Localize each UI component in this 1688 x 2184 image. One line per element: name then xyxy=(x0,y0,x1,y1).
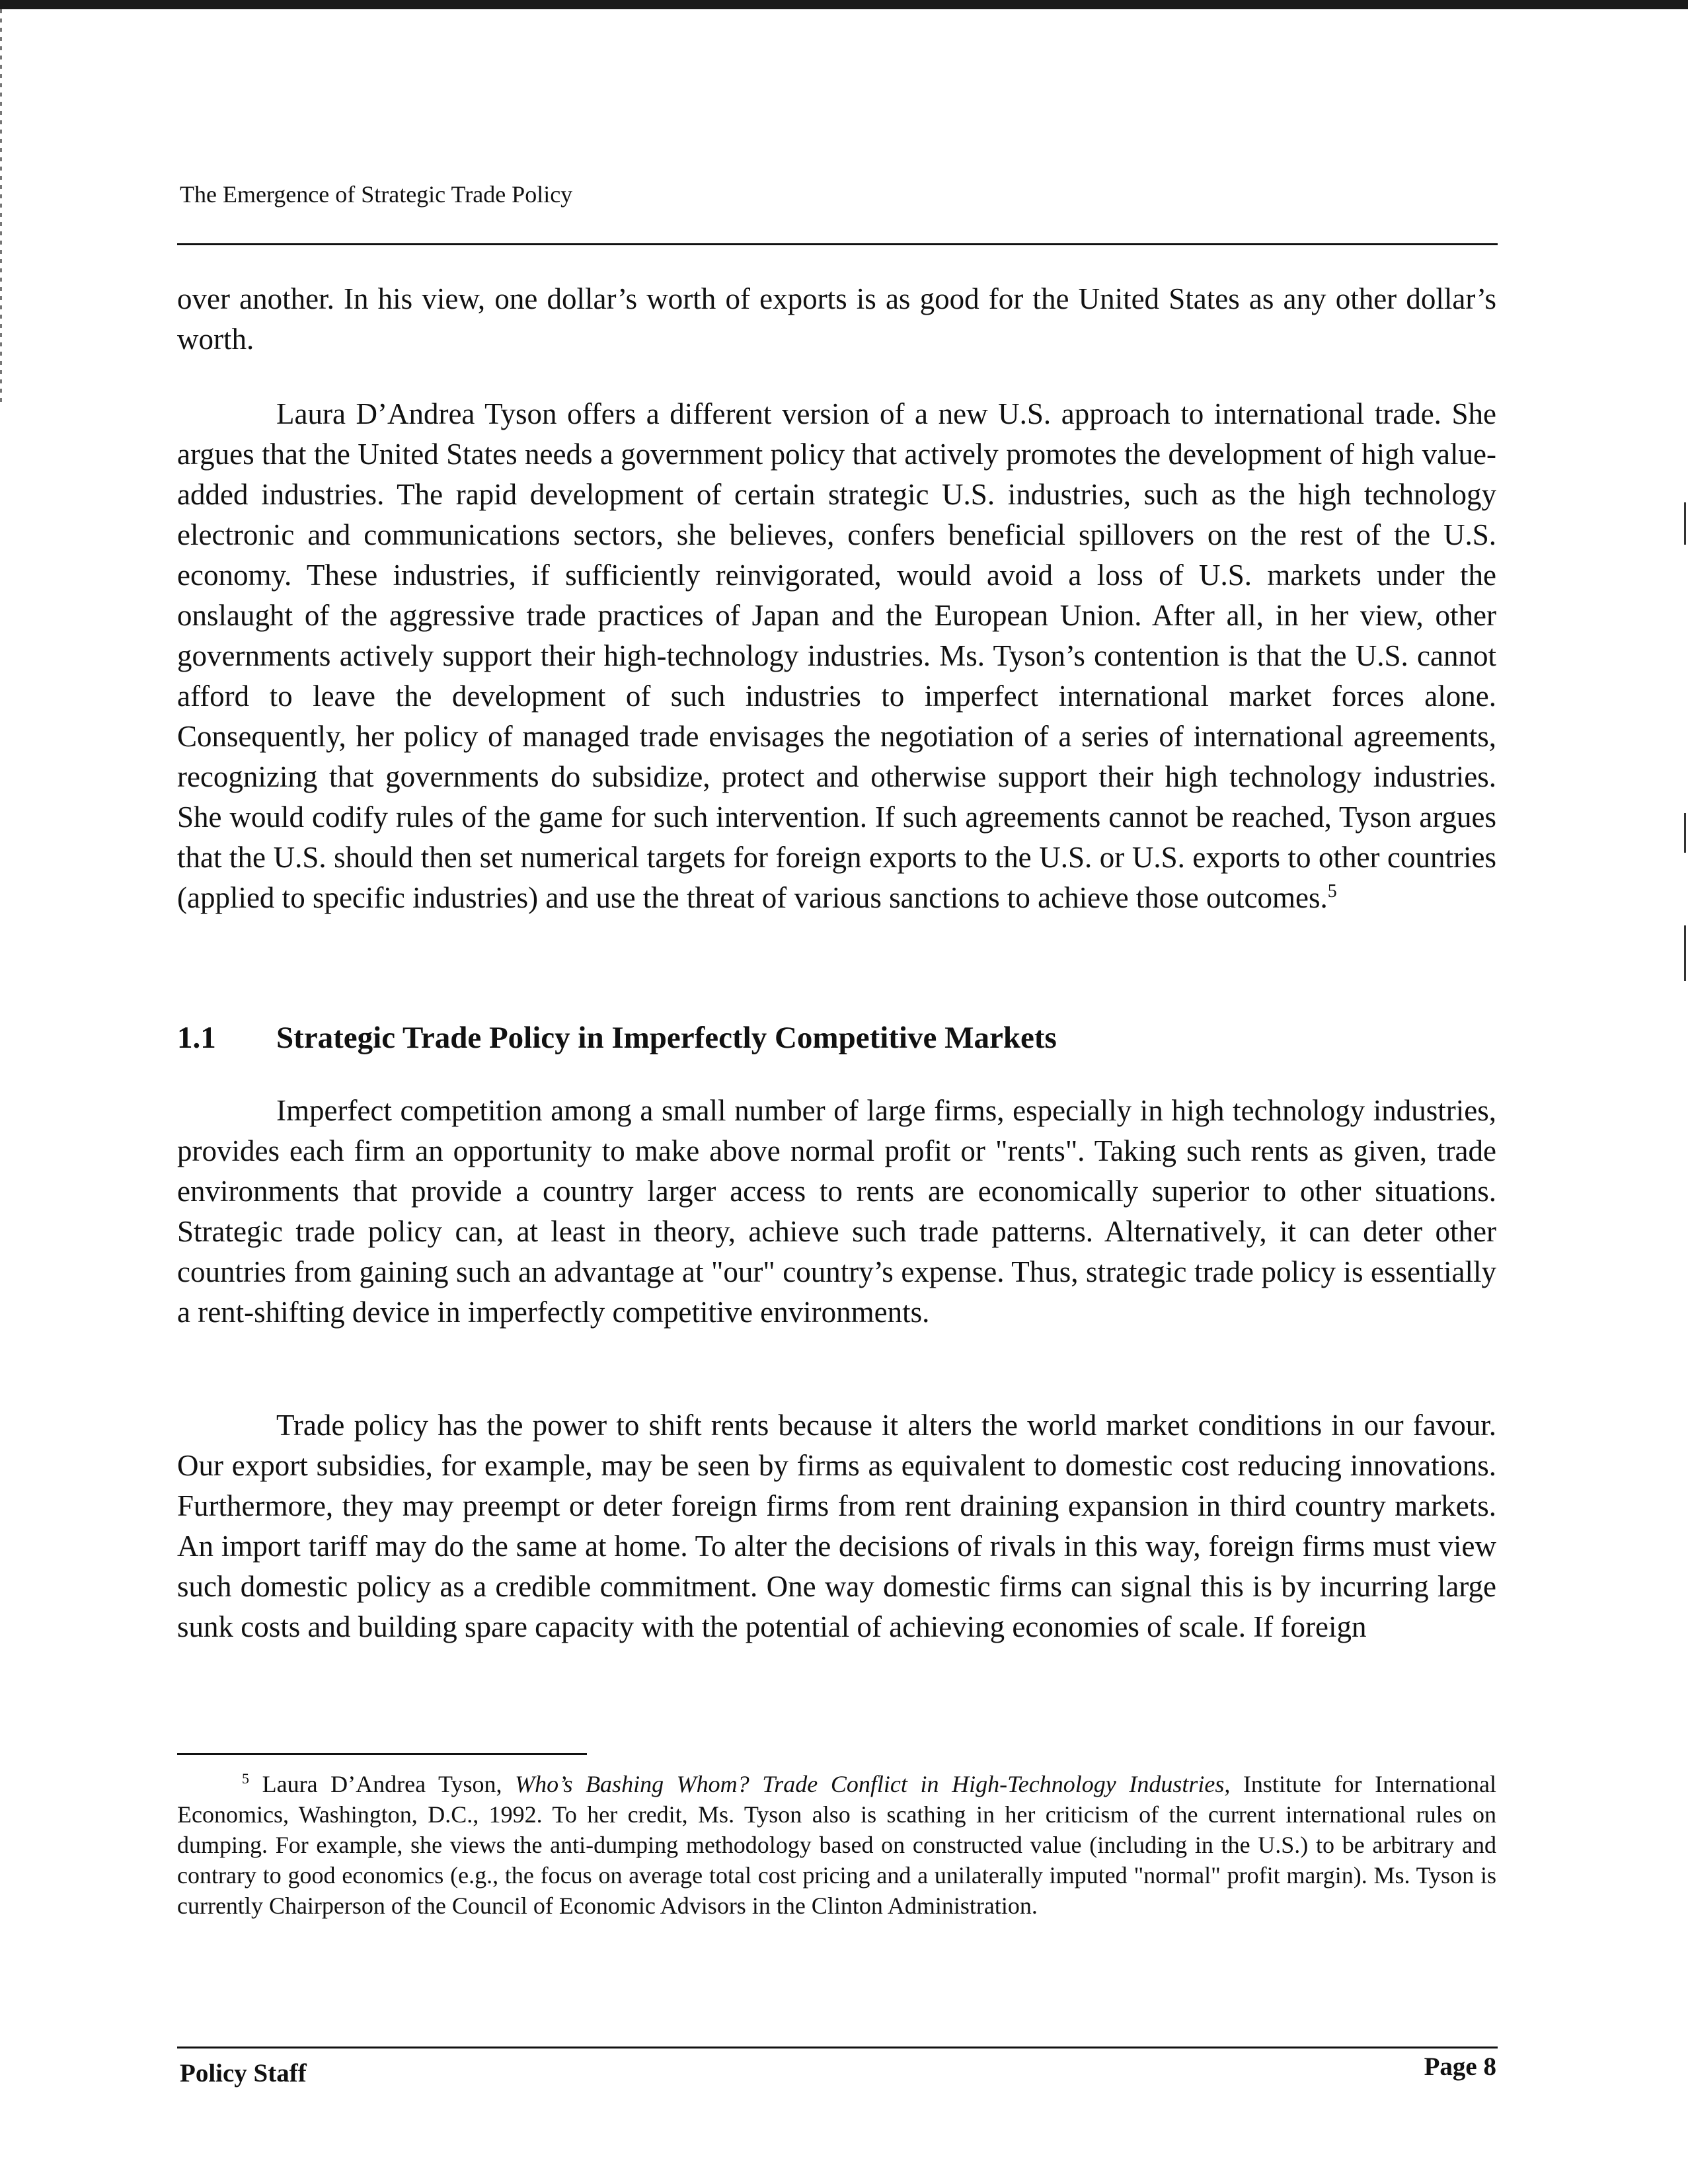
body-paragraph: Imperfect competition among a small number of large firms, especially in high technology industries, provides each firm an opportunity to make above normal profit or "rents". Taking such rents as given, trade environments that provide a country larger access to rents are economically superior to other situations. Strategic trade policy can, at least in theory, achieve such trade patterns. Alternatively, it can deter other countries from gaining such an advantage at "our" country’s expense. Thus, strategic trade policy is essentially a rent-shifting device in imperfectly competitive environments. xyxy=(177,1094,1496,1329)
footnote-author: Laura D’Andrea Tyson, xyxy=(262,1771,502,1797)
footnote-book-title: Who’s Bashing Whom? Trade Conflict in High-Technology Industries, xyxy=(515,1771,1231,1797)
header-rule xyxy=(177,243,1498,245)
scan-edge-mark xyxy=(1684,502,1686,545)
footnote-body: Institute for International Economics, Washington, D.C., 1992. To her credit, Ms. Tyson also is scathing in her criticism of the current international rules on dumping. For example, she views the anti-dumping methodology based on constructed value (including in the U.S.) to be arbitrary and contrary to good economics (e.g., the focus on average total cost pricing and a unilaterally imputed "normal" profit margin). Ms. Tyson is currently Chairperson of the Council of Economic Advisors in the Clinton Administration. xyxy=(177,1771,1497,1919)
body-paragraph xyxy=(177,394,1496,918)
section-title: Strategic Trade Policy in Imperfectly Competitive Markets xyxy=(276,1021,1057,1055)
section-heading xyxy=(177,1018,1057,1058)
body-paragraph: over another. In his view, one dollar’s worth of exports is as good for the United States as any other dollar’s worth. xyxy=(177,282,1496,356)
footer-department: Policy Staff xyxy=(180,2059,307,2087)
section-number: 1.1 xyxy=(177,1021,216,1055)
footnote-rule xyxy=(177,1753,587,1755)
body-paragraph: Trade policy has the power to shift rents because it alters the world market conditions in our favour. Our export subsidies, for example, may be seen by firms as equivalent to domestic cost reducing innovations. Furthermore, they may preempt or deter foreign firms from rent draining expansion in third country markets. An import tariff may do the same at home. To alter the decisions of rivals in this way, foreign firms must view such domestic policy as a credible commitment. One way domestic firms can signal this is by incurring large sunk costs and building spare capacity with the potential of achieving economies of scale. If foreign xyxy=(177,1409,1496,1643)
running-header: The Emergence of Strategic Trade Policy xyxy=(180,181,573,208)
footnote-reference[interactable]: 5 xyxy=(1327,881,1337,902)
paragraph-text: Laura D’Andrea Tyson offers a different version of a new U.S. approach to international trade. She argues that the United States needs a government policy that actively promotes the development of high value-added industries. The rapid development of certain strategic U.S. industries, such as the high technology electronic and communications sectors, she believes, confers beneficial spillovers on the rest of the U.S. economy. These industries, if sufficiently reinvigorated, would avoid a loss of U.S. markets under the onslaught of the aggressive trade practices of Japan and the European Union. After all, in her view, other governments actively support their high-technology industries. Ms. Tyson’s contention is that the U.S. cannot afford to leave the development of such industries to imperfect international market forces alone. Consequently, her policy of managed trade envisages the negotiation of a series of international agreements, recognizing that governments do subsidize, protect and otherwise support their high technology industries. She would codify rules of the game for such intervention. If such agreements cannot be reached, Tyson argues that the U.S. should then set numerical targets for foreign exports to the U.S. or U.S. exports to other countries (applied to specific industries) and use the threat of various sanctions to achieve those outcomes. xyxy=(177,397,1496,914)
footnote-marker: 5 xyxy=(242,1770,249,1787)
page-number: Page 8 xyxy=(1424,2052,1496,2081)
footnote xyxy=(177,1769,1496,1921)
footer-rule xyxy=(177,2047,1498,2048)
scan-left-edge xyxy=(0,9,2,406)
scan-edge-mark xyxy=(1684,925,1686,981)
scan-edge-mark xyxy=(1684,813,1686,853)
scan-top-border xyxy=(0,0,1688,9)
